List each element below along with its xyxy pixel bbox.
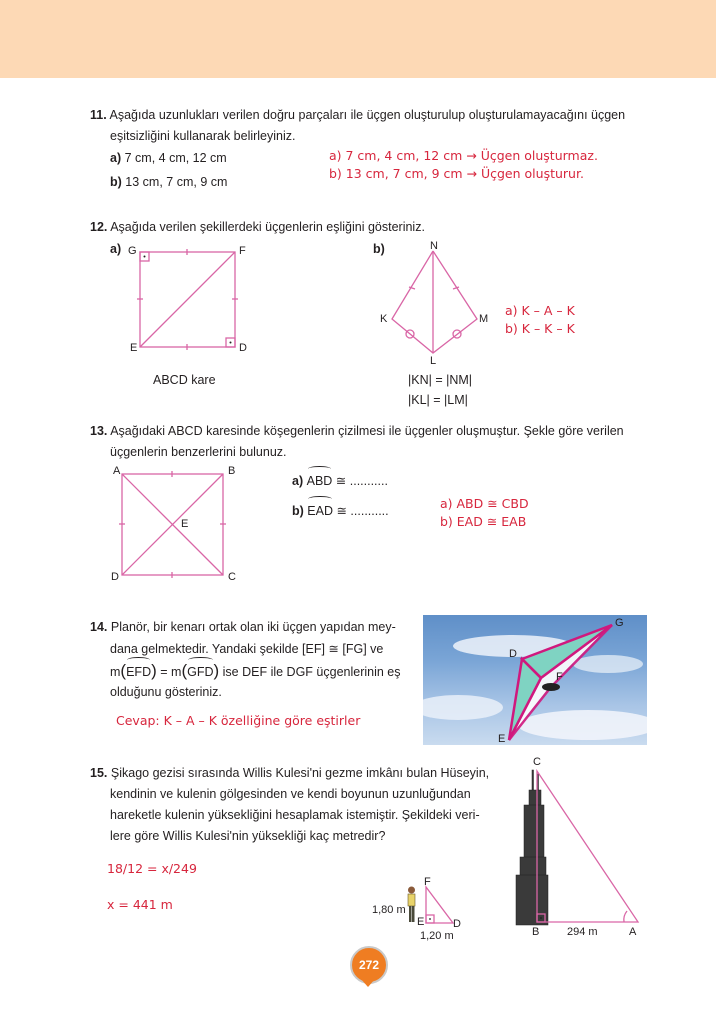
q11-b-text: 13 cm, 7 cm, 9 cm [125,175,228,189]
q12-caption: ABCD kare [153,373,216,387]
q11-answer-a: a) 7 cm, 4 cm, 12 cm → Üçgen oluşturmaz. [329,148,598,163]
label-e-small: E [417,916,425,928]
label-c-tower: C [533,756,541,768]
label-b: B [228,465,236,477]
diagonal-ef [140,252,235,347]
q14-eq: = m [160,665,182,679]
label-d-small: D [453,918,461,930]
q13-prompt [90,420,650,443]
q12-number: 12. [90,220,108,234]
q11-text-line2: eşitsizliğini kullanarak belirleyiniz. [110,129,296,143]
q12-b-label: b) [373,242,385,256]
q14-angle-gfd: GFD [187,661,213,684]
q12-answer-b: b) K – K – K [505,321,575,336]
q11-text-line1: Aşağıda uzunlukları verilen doğru parçaları ile üçgen oluşturulup oluşturulamayacağını üçgen [109,108,626,122]
q15-text-line4: lere göre Willis Kulesi'nin yüksekliği kaç metredir? [110,829,386,843]
q14-text-line4: olduğunu gösteriniz. [110,685,222,699]
q12-eq2: |KL| = |LM| [408,393,468,407]
q13-b-triangle: EAD [307,500,333,523]
label-c: C [228,571,236,583]
q13-item-b [292,500,389,523]
q11-number: 11. [90,108,107,122]
q12-figure-b [370,230,510,360]
label-m: M [479,313,489,325]
q14-angle-efd: EFD [126,661,151,684]
q12-text: Aşağıda verilen şekillerdeki üçgenlerin eşliğini gösteriniz. [110,220,425,234]
q15-text-line1: Şikago gezisi sırasında Willis Kulesi'ni gezme imkânı bulan Hüseyin, [110,766,490,780]
q11-answer-b: b) 13 cm, 7 cm, 9 cm → Üçgen oluşturur. [329,166,584,181]
kite-outline [392,251,477,353]
tower-shadow-length: 294 m [567,926,598,938]
label-a: A [113,465,121,477]
q11-option-b [110,171,227,194]
label-d: D [111,571,119,583]
q13-answer-b: b) EAD ≅ EAB [440,514,527,529]
label-n: N [430,240,438,252]
q13-b-label: b) [292,504,304,518]
q12-eq1: |KN| = |NM| [408,373,473,387]
glider-label-g: G [615,617,624,629]
q13-text-line2: üçgenlerin benzerlerini bulunuz. [110,445,287,459]
label-l: L [430,355,437,367]
label-k: K [380,313,388,325]
q14-line3-rest: ise DEF ile DGF üçgenlerinin eş [222,665,401,679]
glider-label-e: E [498,733,506,745]
q11-a-text: 7 cm, 4 cm, 12 cm [124,151,227,165]
q13-a-label: a) [292,474,304,488]
q13-answer-a: a) ABD ≅ CBD [440,496,529,511]
q14-text-line2: dana gelmektedir. Yandaki şekilde [EF] ≅ [FG] ve [110,642,384,656]
q14-hang-glider-photo [423,615,647,745]
q14-m1: m [110,665,121,679]
q15-answer-equation: 18/12 = x/249 [107,861,197,876]
willis-tower [516,770,548,925]
large-triangle-cba [537,771,638,922]
glider-label-d: D [509,648,517,660]
q15-line1 [90,762,489,785]
q14-answer: Cevap: K – A – K özelliğine göre eştirler [116,713,361,728]
q15-text-line3: hareketle kulenin yüksekliğini hesaplamak istemiştir. Şekildeki veri- [110,808,480,822]
q13-text-line1: Aşağıdaki ABCD karesinde köşegenlerin çizilmesi ile üçgenler oluşmuştur. Şekle göre verilen [110,424,624,438]
q12-a-label: a) [110,242,122,256]
q11-option-a [110,147,227,170]
q14-text-line1: Planör, bir kenarı ortak olan iki üçgen yapıdan mey- [110,620,396,634]
q14-line1 [90,616,396,639]
label-b-tower: B [532,926,540,938]
label-f-small: F [424,876,431,888]
small-triangle-fed [426,887,453,923]
q11-prompt [90,104,650,127]
q13-number: 13. [90,424,108,438]
q14-line3: m(EFD) = m(GFD) ise DEF ile DGF üçgenlerinin eş [110,659,401,684]
q11-a-label: a) [110,151,122,165]
q13-a-triangle: ABD [307,470,333,493]
label-a-tower: A [629,926,637,938]
page-header-band [0,0,716,78]
label-g: G [128,245,137,257]
person-height-label: 1,80 m [372,904,406,916]
page-number: 272 [358,958,380,972]
q12-answer-a: a) K – A – K [505,303,575,318]
glider-figure [423,615,647,745]
q11-b-label: b) [110,175,122,189]
label-e: E [130,342,138,354]
q13-a-blank: ≅ ........... [335,474,388,488]
q13-item-a [292,470,388,493]
q14-number: 14. [90,620,108,634]
q15-tower-figure [500,760,660,940]
glider-label-f: F [556,671,563,683]
q15-answer-result: x = 441 m [107,897,173,912]
shadow-length-small: 1,20 m [420,930,454,942]
page-badge-pointer [360,978,376,987]
label-f: F [239,245,246,257]
label-e: E [181,518,189,530]
label-d: D [239,342,247,354]
q15-text-line2: kendinin ve kulenin gölgesinden ve kendi boyunun uzunluğundan [110,787,471,801]
q13-b-blank: ≅ ........... [336,504,389,518]
q15-number: 15. [90,766,108,780]
